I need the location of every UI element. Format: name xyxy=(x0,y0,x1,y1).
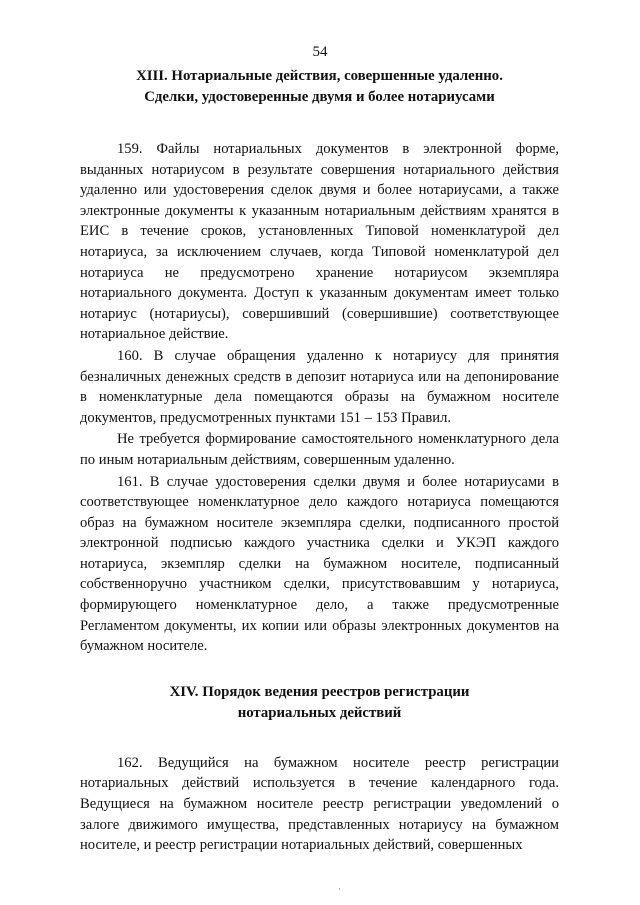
scan-mark: · xyxy=(338,884,341,894)
section-heading-line: XIV. Порядок ведения реестров регистрации xyxy=(169,683,470,700)
paragraph-160: 160. В случае обращения удаленно к нотариусу для принятия безналичных денежных средств в депозит нотариуса или на депонирование в номенклатурные дела помещаются образы на бумажном носителе документов, предусмотренных пунктами 151 – 153 Правил. xyxy=(80,347,559,426)
section-heading-line: Сделки, удостоверенные двумя и более нотариусами xyxy=(144,89,495,105)
paragraph-159: 159. Файлы нотариальных документов в электронной форме, выданных нотариусом в результате совершения нотариального действия удаленно или удостоверения сделок двумя и более нотариусами, а также электронные документы к указанным нотариальным действиям хранятся в ЕИС в течение сроков, установленных Типовой номенклатурой дел нотариуса, за исключением случаев, когда Типовой номенклатурой дел нотариуса не предусмотрено хранение нотариусом экземпляра нотариального документа. Доступ к указанным документам имеет только нотариус (нотариусы), совершивший (совершившие) соответствующее нотариальное действие. xyxy=(80,141,559,343)
section-heading-xiv xyxy=(80,682,559,724)
paragraph-160-continued: Не требуется формирование самостоятельного номенклатурного дела по иным нотариальным действиям, совершенным удаленно. xyxy=(80,431,559,468)
paragraph-161: 161. В случае удостоверения сделки двумя и более нотариусами в соответствующее номенклатурное дело каждого нотариуса помещаются образ на бумажном носителе экземпляра сделки, подписанного простой электронной подписью каждого участника сделки и УКЭП каждого нотариуса, экземпляр сделки на бумажном носителе, подписанный собственноручно участником сделки, присутствовавшим у нотариуса, формирующего номенклатурное дело, а также предусмотренные Регламентом документы, их копии или образы электронных документов на бумажном носителе. xyxy=(80,473,559,655)
section-heading-line: нотариальных действий xyxy=(237,704,402,721)
document-body xyxy=(80,66,559,857)
page-number: 54 xyxy=(312,44,328,60)
section-heading-xiii xyxy=(80,66,559,108)
section-heading-line: XIII. Нотариальные действия, совершенные удаленно. xyxy=(136,68,503,84)
paragraph-162: 162. Ведущийся на бумажном носителе реестр регистрации нотариальных действий используется в течение календарного года. Ведущиеся на бумажном носителе реестр регистрации уведомлений о залоге движимого имущества, представленных нотариусу на бумажном носителе, и реестр регистрации нотариальных действий, совершенных xyxy=(80,754,559,854)
